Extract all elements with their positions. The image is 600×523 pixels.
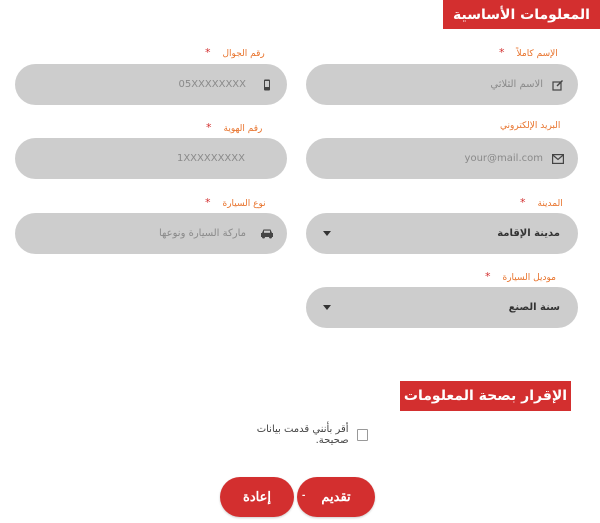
declaration-checkbox[interactable] bbox=[357, 429, 368, 441]
reset-button[interactable] bbox=[220, 477, 294, 517]
basic-info-heading-text: المعلومات الأساسية bbox=[453, 6, 590, 23]
id-number-input[interactable] bbox=[15, 138, 287, 179]
car-model-select[interactable] bbox=[306, 287, 578, 328]
car-type-placeholder: ماركة السيارة ونوعها bbox=[159, 228, 246, 239]
required-mark: * bbox=[205, 46, 211, 59]
email-label: البريد الإلكتروني bbox=[500, 121, 561, 131]
required-mark: * bbox=[499, 46, 505, 59]
car-type-input[interactable] bbox=[15, 213, 287, 254]
edit-icon bbox=[551, 78, 565, 92]
city-label: المدينة* bbox=[520, 196, 563, 209]
submit-button-label: تقديم bbox=[321, 489, 351, 504]
envelope-icon bbox=[551, 152, 565, 166]
basic-info-heading bbox=[443, 0, 600, 29]
car-model-label: موديل السيارة* bbox=[485, 270, 556, 283]
full-name-label: الإسم كاملاً* bbox=[499, 46, 558, 59]
mobile-placeholder: 05XXXXXXXX bbox=[178, 79, 246, 90]
car-icon bbox=[260, 227, 274, 241]
email-input[interactable] bbox=[306, 138, 578, 179]
email-placeholder: your@mail.com bbox=[464, 153, 543, 164]
declaration-heading-text: الإقرار بصحة المعلومات bbox=[403, 388, 568, 404]
submit-button[interactable] bbox=[297, 477, 375, 517]
id-number-placeholder: 1XXXXXXXXX bbox=[176, 153, 245, 164]
declaration-heading bbox=[400, 381, 571, 411]
mobile-label: رقم الجوال* bbox=[205, 46, 265, 59]
phone-icon bbox=[260, 78, 274, 92]
id-number-label: رقم الهوية* bbox=[206, 121, 263, 134]
declaration-text: أقر بأنني قدمت بيانات صحيحة. bbox=[256, 424, 349, 446]
declaration-row[interactable] bbox=[228, 424, 368, 446]
city-selected-value: مدينة الإقامة bbox=[497, 228, 560, 239]
city-select[interactable] bbox=[306, 213, 578, 254]
chevron-down-icon bbox=[323, 305, 331, 310]
required-mark: * bbox=[206, 121, 212, 134]
car-type-label: نوع السيارة* bbox=[205, 196, 266, 209]
required-mark: * bbox=[520, 196, 526, 209]
required-mark: * bbox=[205, 196, 211, 209]
submit-dash: - bbox=[302, 490, 306, 501]
chevron-down-icon bbox=[323, 231, 331, 236]
reset-button-label: إعادة bbox=[243, 489, 271, 504]
full-name-input[interactable] bbox=[306, 64, 578, 105]
required-mark: * bbox=[485, 270, 491, 283]
car-model-selected-value: سنة الصنع bbox=[508, 302, 560, 313]
mobile-input[interactable] bbox=[15, 64, 287, 105]
full-name-placeholder: الاسم الثلاثي bbox=[490, 79, 543, 90]
